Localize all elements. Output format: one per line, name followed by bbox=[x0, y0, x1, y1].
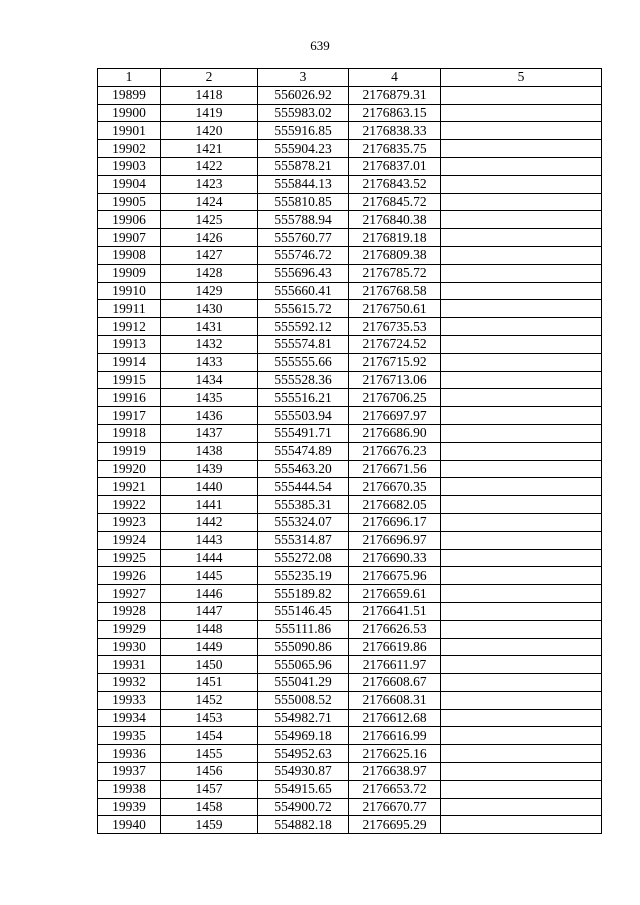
table-cell-col-3: 555491.71 bbox=[258, 424, 349, 442]
table-cell-col-3: 554882.18 bbox=[258, 816, 349, 834]
table-cell-col-5 bbox=[441, 513, 602, 531]
table-cell-col-4: 2176697.97 bbox=[349, 407, 441, 425]
table-cell-col-5 bbox=[441, 656, 602, 674]
table-row bbox=[98, 211, 602, 229]
table-row bbox=[98, 691, 602, 709]
table-row bbox=[98, 246, 602, 264]
table-cell-col-5 bbox=[441, 407, 602, 425]
table-cell-col-3: 556026.92 bbox=[258, 86, 349, 104]
table-cell-col-4: 2176837.01 bbox=[349, 157, 441, 175]
table-cell-col-5 bbox=[441, 122, 602, 140]
table-cell-col-3: 555065.96 bbox=[258, 656, 349, 674]
table-cell-col-3: 555090.86 bbox=[258, 638, 349, 656]
table-row bbox=[98, 602, 602, 620]
table-cell-col-1: 19927 bbox=[98, 585, 161, 603]
table-row bbox=[98, 816, 602, 834]
table-cell-col-5 bbox=[441, 157, 602, 175]
table-cell-col-4: 2176676.23 bbox=[349, 442, 441, 460]
table-cell-col-4: 2176838.33 bbox=[349, 122, 441, 140]
table-cell-col-4: 2176690.33 bbox=[349, 549, 441, 567]
table-cell-col-1: 19933 bbox=[98, 691, 161, 709]
table-cell-col-1: 19936 bbox=[98, 745, 161, 763]
table-cell-col-2: 1447 bbox=[161, 602, 258, 620]
table-row bbox=[98, 585, 602, 603]
table-cell-col-1: 19899 bbox=[98, 86, 161, 104]
table-cell-col-5 bbox=[441, 674, 602, 692]
table-cell-col-5 bbox=[441, 229, 602, 247]
table-cell-col-4: 2176638.97 bbox=[349, 763, 441, 781]
table-cell-col-3: 555555.66 bbox=[258, 353, 349, 371]
table-cell-col-4: 2176695.29 bbox=[349, 816, 441, 834]
table-cell-col-4: 2176616.99 bbox=[349, 727, 441, 745]
table-cell-col-4: 2176608.67 bbox=[349, 674, 441, 692]
table-cell-col-2: 1421 bbox=[161, 140, 258, 158]
table-row bbox=[98, 157, 602, 175]
table-cell-col-5 bbox=[441, 318, 602, 336]
table-cell-col-4: 2176735.53 bbox=[349, 318, 441, 336]
table-cell-col-5 bbox=[441, 211, 602, 229]
table-cell-col-5 bbox=[441, 424, 602, 442]
table-cell-col-2: 1430 bbox=[161, 300, 258, 318]
table-row bbox=[98, 86, 602, 104]
table-cell-col-3: 555746.72 bbox=[258, 246, 349, 264]
table-cell-col-2: 1457 bbox=[161, 780, 258, 798]
table-cell-col-1: 19923 bbox=[98, 513, 161, 531]
table-row bbox=[98, 193, 602, 211]
table-cell-col-3: 554952.63 bbox=[258, 745, 349, 763]
column-header-4: 4 bbox=[349, 69, 441, 87]
table-cell-col-3: 555385.31 bbox=[258, 496, 349, 514]
table-cell-col-5 bbox=[441, 549, 602, 567]
table-cell-col-2: 1418 bbox=[161, 86, 258, 104]
column-header-3: 3 bbox=[258, 69, 349, 87]
table-row bbox=[98, 442, 602, 460]
table-cell-col-2: 1456 bbox=[161, 763, 258, 781]
table-cell-col-3: 555574.81 bbox=[258, 335, 349, 353]
page-number: 639 bbox=[310, 38, 330, 53]
table-row bbox=[98, 620, 602, 638]
table-cell-col-3: 555983.02 bbox=[258, 104, 349, 122]
table-cell-col-4: 2176696.17 bbox=[349, 513, 441, 531]
table-cell-col-3: 555463.20 bbox=[258, 460, 349, 478]
table-cell-col-4: 2176724.52 bbox=[349, 335, 441, 353]
table-row bbox=[98, 656, 602, 674]
table-cell-col-5 bbox=[441, 104, 602, 122]
table-cell-col-5 bbox=[441, 691, 602, 709]
table-cell-col-3: 555878.21 bbox=[258, 157, 349, 175]
table-cell-col-1: 19918 bbox=[98, 424, 161, 442]
table-cell-col-1: 19900 bbox=[98, 104, 161, 122]
table-row bbox=[98, 424, 602, 442]
table-cell-col-2: 1438 bbox=[161, 442, 258, 460]
table-row bbox=[98, 567, 602, 585]
table-cell-col-3: 554930.87 bbox=[258, 763, 349, 781]
table-cell-col-2: 1453 bbox=[161, 709, 258, 727]
table-cell-col-4: 2176863.15 bbox=[349, 104, 441, 122]
table-cell-col-4: 2176785.72 bbox=[349, 264, 441, 282]
table-cell-col-3: 555111.86 bbox=[258, 620, 349, 638]
table-cell-col-2: 1427 bbox=[161, 246, 258, 264]
table-cell-col-1: 19902 bbox=[98, 140, 161, 158]
table-cell-col-3: 555810.85 bbox=[258, 193, 349, 211]
column-header-5: 5 bbox=[441, 69, 602, 87]
table-cell-col-4: 2176809.38 bbox=[349, 246, 441, 264]
table-cell-col-1: 19903 bbox=[98, 157, 161, 175]
table-cell-col-1: 19906 bbox=[98, 211, 161, 229]
table-row bbox=[98, 371, 602, 389]
table-row bbox=[98, 229, 602, 247]
table-cell-col-3: 555444.54 bbox=[258, 478, 349, 496]
table-row bbox=[98, 104, 602, 122]
table-cell-col-1: 19938 bbox=[98, 780, 161, 798]
table-cell-col-3: 555324.07 bbox=[258, 513, 349, 531]
table-cell-col-5 bbox=[441, 780, 602, 798]
table-cell-col-4: 2176713.06 bbox=[349, 371, 441, 389]
table-cell-col-5 bbox=[441, 300, 602, 318]
table-cell-col-3: 555189.82 bbox=[258, 585, 349, 603]
table-cell-col-2: 1458 bbox=[161, 798, 258, 816]
table-cell-col-4: 2176625.16 bbox=[349, 745, 441, 763]
table-cell-col-4: 2176671.56 bbox=[349, 460, 441, 478]
table-cell-col-3: 555041.29 bbox=[258, 674, 349, 692]
table-cell-col-4: 2176715.92 bbox=[349, 353, 441, 371]
table-cell-col-3: 555528.36 bbox=[258, 371, 349, 389]
table-cell-col-3: 555146.45 bbox=[258, 602, 349, 620]
table-cell-col-2: 1433 bbox=[161, 353, 258, 371]
table-cell-col-3: 555904.23 bbox=[258, 140, 349, 158]
table-row bbox=[98, 335, 602, 353]
table-cell-col-4: 2176653.72 bbox=[349, 780, 441, 798]
table-cell-col-4: 2176619.86 bbox=[349, 638, 441, 656]
table-cell-col-2: 1422 bbox=[161, 157, 258, 175]
table-cell-col-1: 19924 bbox=[98, 531, 161, 549]
table-cell-col-3: 554969.18 bbox=[258, 727, 349, 745]
table-cell-col-4: 2176626.53 bbox=[349, 620, 441, 638]
table-cell-col-1: 19908 bbox=[98, 246, 161, 264]
table-cell-col-5 bbox=[441, 745, 602, 763]
table-cell-col-5 bbox=[441, 282, 602, 300]
table-cell-col-4: 2176659.61 bbox=[349, 585, 441, 603]
table-cell-col-4: 2176819.18 bbox=[349, 229, 441, 247]
table-cell-col-1: 19905 bbox=[98, 193, 161, 211]
table-cell-col-5 bbox=[441, 353, 602, 371]
table-cell-col-2: 1442 bbox=[161, 513, 258, 531]
table-cell-col-1: 19919 bbox=[98, 442, 161, 460]
table-header-row bbox=[98, 69, 602, 87]
table-row bbox=[98, 478, 602, 496]
table-cell-col-5 bbox=[441, 727, 602, 745]
table-cell-col-3: 554900.72 bbox=[258, 798, 349, 816]
table-cell-col-2: 1429 bbox=[161, 282, 258, 300]
coordinates-table bbox=[97, 68, 602, 834]
table-cell-col-4: 2176675.96 bbox=[349, 567, 441, 585]
table-cell-col-5 bbox=[441, 531, 602, 549]
table-cell-col-3: 555760.77 bbox=[258, 229, 349, 247]
table-cell-col-2: 1440 bbox=[161, 478, 258, 496]
table-cell-col-2: 1425 bbox=[161, 211, 258, 229]
table-row bbox=[98, 496, 602, 514]
column-header-2: 2 bbox=[161, 69, 258, 87]
table-cell-col-1: 19921 bbox=[98, 478, 161, 496]
table-cell-col-3: 555008.52 bbox=[258, 691, 349, 709]
table-cell-col-3: 555314.87 bbox=[258, 531, 349, 549]
table-cell-col-4: 2176608.31 bbox=[349, 691, 441, 709]
table-row bbox=[98, 531, 602, 549]
table-body bbox=[98, 86, 602, 833]
table-cell-col-5 bbox=[441, 585, 602, 603]
table-cell-col-3: 555235.19 bbox=[258, 567, 349, 585]
table-cell-col-1: 19907 bbox=[98, 229, 161, 247]
table-cell-col-2: 1424 bbox=[161, 193, 258, 211]
table-cell-col-1: 19930 bbox=[98, 638, 161, 656]
table-row bbox=[98, 727, 602, 745]
table-cell-col-3: 555592.12 bbox=[258, 318, 349, 336]
table-row bbox=[98, 282, 602, 300]
table-cell-col-5 bbox=[441, 638, 602, 656]
table-cell-col-1: 19910 bbox=[98, 282, 161, 300]
table-cell-col-2: 1439 bbox=[161, 460, 258, 478]
table-cell-col-1: 19922 bbox=[98, 496, 161, 514]
table-cell-col-1: 19937 bbox=[98, 763, 161, 781]
table-cell-col-1: 19929 bbox=[98, 620, 161, 638]
table-cell-col-2: 1446 bbox=[161, 585, 258, 603]
table-cell-col-2: 1437 bbox=[161, 424, 258, 442]
table-cell-col-4: 2176612.68 bbox=[349, 709, 441, 727]
table-cell-col-2: 1434 bbox=[161, 371, 258, 389]
table-cell-col-4: 2176686.90 bbox=[349, 424, 441, 442]
table-cell-col-3: 555503.94 bbox=[258, 407, 349, 425]
table-cell-col-4: 2176750.61 bbox=[349, 300, 441, 318]
table-row bbox=[98, 460, 602, 478]
table-cell-col-1: 19917 bbox=[98, 407, 161, 425]
table-cell-col-1: 19916 bbox=[98, 389, 161, 407]
table-cell-col-4: 2176682.05 bbox=[349, 496, 441, 514]
table-cell-col-3: 554982.71 bbox=[258, 709, 349, 727]
table-cell-col-3: 555916.85 bbox=[258, 122, 349, 140]
table-cell-col-3: 555615.72 bbox=[258, 300, 349, 318]
table-cell-col-2: 1445 bbox=[161, 567, 258, 585]
table-row bbox=[98, 513, 602, 531]
table-cell-col-2: 1426 bbox=[161, 229, 258, 247]
table-cell-col-4: 2176835.75 bbox=[349, 140, 441, 158]
table-row bbox=[98, 175, 602, 193]
table-cell-col-2: 1443 bbox=[161, 531, 258, 549]
table-cell-col-4: 2176611.97 bbox=[349, 656, 441, 674]
table-cell-col-5 bbox=[441, 389, 602, 407]
table-cell-col-2: 1431 bbox=[161, 318, 258, 336]
table-cell-col-2: 1452 bbox=[161, 691, 258, 709]
table-cell-col-3: 554915.65 bbox=[258, 780, 349, 798]
column-header-1: 1 bbox=[98, 69, 161, 87]
table-cell-col-1: 19934 bbox=[98, 709, 161, 727]
table-cell-col-4: 2176706.25 bbox=[349, 389, 441, 407]
table-cell-col-5 bbox=[441, 709, 602, 727]
table-cell-col-2: 1428 bbox=[161, 264, 258, 282]
table-cell-col-4: 2176670.77 bbox=[349, 798, 441, 816]
table-cell-col-2: 1435 bbox=[161, 389, 258, 407]
table-cell-col-3: 555696.43 bbox=[258, 264, 349, 282]
table-row bbox=[98, 389, 602, 407]
table-cell-col-2: 1450 bbox=[161, 656, 258, 674]
table-cell-col-2: 1448 bbox=[161, 620, 258, 638]
table-cell-col-2: 1419 bbox=[161, 104, 258, 122]
table-cell-col-5 bbox=[441, 442, 602, 460]
table-row bbox=[98, 300, 602, 318]
table-cell-col-3: 555516.21 bbox=[258, 389, 349, 407]
table-cell-col-4: 2176879.31 bbox=[349, 86, 441, 104]
table-cell-col-5 bbox=[441, 460, 602, 478]
table-cell-col-3: 555474.89 bbox=[258, 442, 349, 460]
table-cell-col-2: 1451 bbox=[161, 674, 258, 692]
table-cell-col-1: 19909 bbox=[98, 264, 161, 282]
table-row bbox=[98, 140, 602, 158]
table-cell-col-5 bbox=[441, 193, 602, 211]
table-cell-col-3: 555788.94 bbox=[258, 211, 349, 229]
table-row bbox=[98, 122, 602, 140]
table-cell-col-2: 1423 bbox=[161, 175, 258, 193]
table-row bbox=[98, 638, 602, 656]
table-cell-col-3: 555272.08 bbox=[258, 549, 349, 567]
table-cell-col-5 bbox=[441, 816, 602, 834]
table-cell-col-1: 19912 bbox=[98, 318, 161, 336]
table-cell-col-4: 2176670.35 bbox=[349, 478, 441, 496]
table-row bbox=[98, 745, 602, 763]
table-row bbox=[98, 549, 602, 567]
table-row bbox=[98, 318, 602, 336]
table-row bbox=[98, 674, 602, 692]
table-cell-col-1: 19914 bbox=[98, 353, 161, 371]
table-cell-col-5 bbox=[441, 140, 602, 158]
table-cell-col-1: 19904 bbox=[98, 175, 161, 193]
table-cell-col-2: 1459 bbox=[161, 816, 258, 834]
table-cell-col-2: 1449 bbox=[161, 638, 258, 656]
table-cell-col-4: 2176845.72 bbox=[349, 193, 441, 211]
table-cell-col-5 bbox=[441, 602, 602, 620]
table-cell-col-1: 19913 bbox=[98, 335, 161, 353]
table-cell-col-5 bbox=[441, 86, 602, 104]
table-cell-col-1: 19926 bbox=[98, 567, 161, 585]
table-row bbox=[98, 264, 602, 282]
table-cell-col-1: 19920 bbox=[98, 460, 161, 478]
table-cell-col-1: 19939 bbox=[98, 798, 161, 816]
table-cell-col-5 bbox=[441, 620, 602, 638]
table-cell-col-5 bbox=[441, 335, 602, 353]
table-cell-col-5 bbox=[441, 246, 602, 264]
table-cell-col-4: 2176843.52 bbox=[349, 175, 441, 193]
table-cell-col-5 bbox=[441, 371, 602, 389]
table-cell-col-5 bbox=[441, 264, 602, 282]
table-cell-col-2: 1454 bbox=[161, 727, 258, 745]
table-cell-col-1: 19925 bbox=[98, 549, 161, 567]
table-row bbox=[98, 709, 602, 727]
table-cell-col-5 bbox=[441, 567, 602, 585]
table-cell-col-3: 555660.41 bbox=[258, 282, 349, 300]
table-cell-col-2: 1436 bbox=[161, 407, 258, 425]
table-cell-col-1: 19901 bbox=[98, 122, 161, 140]
table-cell-col-1: 19940 bbox=[98, 816, 161, 834]
table-row bbox=[98, 407, 602, 425]
table-cell-col-3: 555844.13 bbox=[258, 175, 349, 193]
table-cell-col-4: 2176696.97 bbox=[349, 531, 441, 549]
table-cell-col-5 bbox=[441, 175, 602, 193]
table-row bbox=[98, 353, 602, 371]
table-cell-col-2: 1455 bbox=[161, 745, 258, 763]
table-cell-col-2: 1420 bbox=[161, 122, 258, 140]
table-cell-col-4: 2176768.58 bbox=[349, 282, 441, 300]
table-cell-col-1: 19932 bbox=[98, 674, 161, 692]
table-cell-col-1: 19915 bbox=[98, 371, 161, 389]
table-cell-col-1: 19931 bbox=[98, 656, 161, 674]
table-row bbox=[98, 780, 602, 798]
table-cell-col-1: 19935 bbox=[98, 727, 161, 745]
table-cell-col-1: 19911 bbox=[98, 300, 161, 318]
table-cell-col-2: 1441 bbox=[161, 496, 258, 514]
table-cell-col-4: 2176641.51 bbox=[349, 602, 441, 620]
table-cell-col-5 bbox=[441, 798, 602, 816]
table-cell-col-5 bbox=[441, 763, 602, 781]
table-cell-col-2: 1444 bbox=[161, 549, 258, 567]
table-cell-col-5 bbox=[441, 496, 602, 514]
table-cell-col-2: 1432 bbox=[161, 335, 258, 353]
table-row bbox=[98, 798, 602, 816]
table-cell-col-5 bbox=[441, 478, 602, 496]
table-row bbox=[98, 763, 602, 781]
table-cell-col-1: 19928 bbox=[98, 602, 161, 620]
table-cell-col-4: 2176840.38 bbox=[349, 211, 441, 229]
